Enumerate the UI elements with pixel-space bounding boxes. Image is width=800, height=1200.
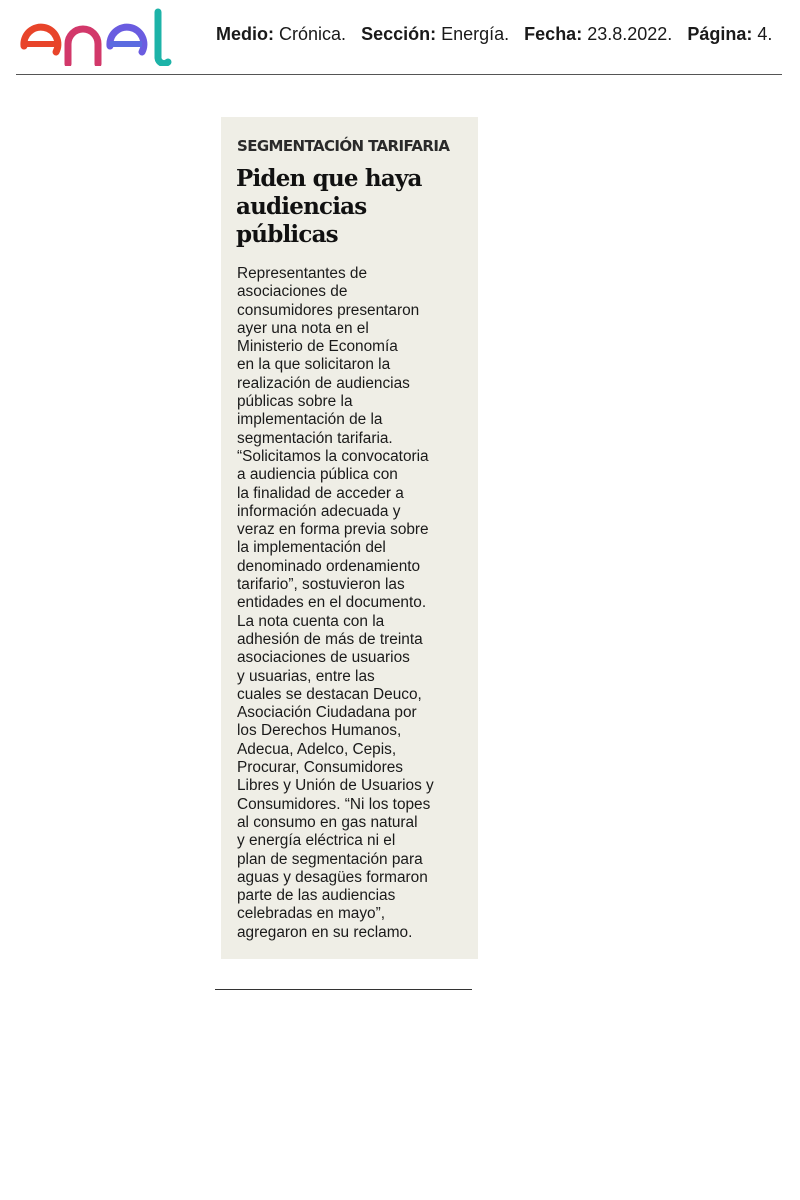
body-line: asociaciones de usuarios xyxy=(237,649,410,667)
body-line: Consumidores. “Ni los topes xyxy=(237,795,431,813)
body-line: “Solicitamos la convocatoria xyxy=(237,447,429,465)
body-line: tarifario”, sostuvieron las xyxy=(237,576,405,594)
publication-meta xyxy=(216,24,772,45)
body-line: la implementación del xyxy=(237,539,386,557)
bottom-rule xyxy=(215,989,472,990)
body-line: ayer una nota en el xyxy=(237,319,369,337)
pagina-label: Página: xyxy=(687,24,753,44)
body-line: denominado ordenamiento xyxy=(237,557,421,575)
fecha-label: Fecha: xyxy=(524,24,583,44)
pagina-value: 4. xyxy=(757,24,773,44)
body-line: agregaron en su reclamo. xyxy=(237,923,413,941)
body-line: los Derechos Humanos, xyxy=(237,722,402,740)
body-line: asociaciones de xyxy=(237,283,348,301)
body-line: Ministerio de Economía xyxy=(237,338,398,356)
seccion-label: Sección: xyxy=(361,24,437,44)
body-line: cuales se destacan Deuco, xyxy=(237,685,422,703)
body-line: la finalidad de acceder a xyxy=(237,484,404,502)
body-line: Procurar, Consumidores xyxy=(237,759,403,777)
body-line: realización de audiencias xyxy=(237,374,410,392)
body-line: segmentación tarifaria. xyxy=(237,429,393,447)
newspaper-clipping xyxy=(221,117,478,959)
fecha-value: 23.8.2022. xyxy=(587,24,673,44)
body-line: veraz en forma previa sobre xyxy=(237,521,429,539)
body-line: en la que solicitaron la xyxy=(237,356,391,374)
body-line: Representantes de xyxy=(237,265,368,282)
headline-line: públicas xyxy=(236,221,338,248)
article-kicker: SEGMENTACIÓN TARIFARIA xyxy=(237,137,450,155)
headline-line: Piden que haya xyxy=(236,165,422,192)
medio-value: Crónica. xyxy=(279,24,347,44)
body-line: celebradas en mayo”, xyxy=(237,905,385,923)
body-line: entidades en el documento. xyxy=(237,594,427,612)
body-line: públicas sobre la xyxy=(237,393,353,411)
seccion-value: Energía. xyxy=(441,24,510,44)
body-line: adhesión de más de treinta xyxy=(237,630,423,648)
medio-label: Medio: xyxy=(216,24,274,44)
body-line: consumidores presentaron xyxy=(237,301,420,319)
enel-logo xyxy=(18,6,188,66)
body-line: al consumo en gas natural xyxy=(237,813,418,831)
article-headline xyxy=(236,165,466,249)
body-line: Libres y Unión de Usuarios y xyxy=(237,777,434,795)
body-line: y usuarias, entre las xyxy=(237,667,375,685)
document-header xyxy=(16,0,782,75)
body-line: a audiencia pública con xyxy=(237,466,398,484)
body-line: La nota cuenta con la xyxy=(237,612,385,630)
body-line: parte de las audiencias xyxy=(237,887,396,905)
article-body xyxy=(237,265,473,942)
headline-line: audiencias xyxy=(236,193,367,220)
body-line: implementación de la xyxy=(237,411,383,429)
body-line: información adecuada y xyxy=(237,502,401,520)
body-line: Asociación Ciudadana por xyxy=(237,704,417,722)
body-line: y energía eléctrica ni el xyxy=(237,832,396,850)
body-line: Adecua, Adelco, Cepis, xyxy=(237,740,397,758)
body-line: aguas y desagües formaron xyxy=(237,868,428,886)
body-line: plan de segmentación para xyxy=(237,850,423,868)
